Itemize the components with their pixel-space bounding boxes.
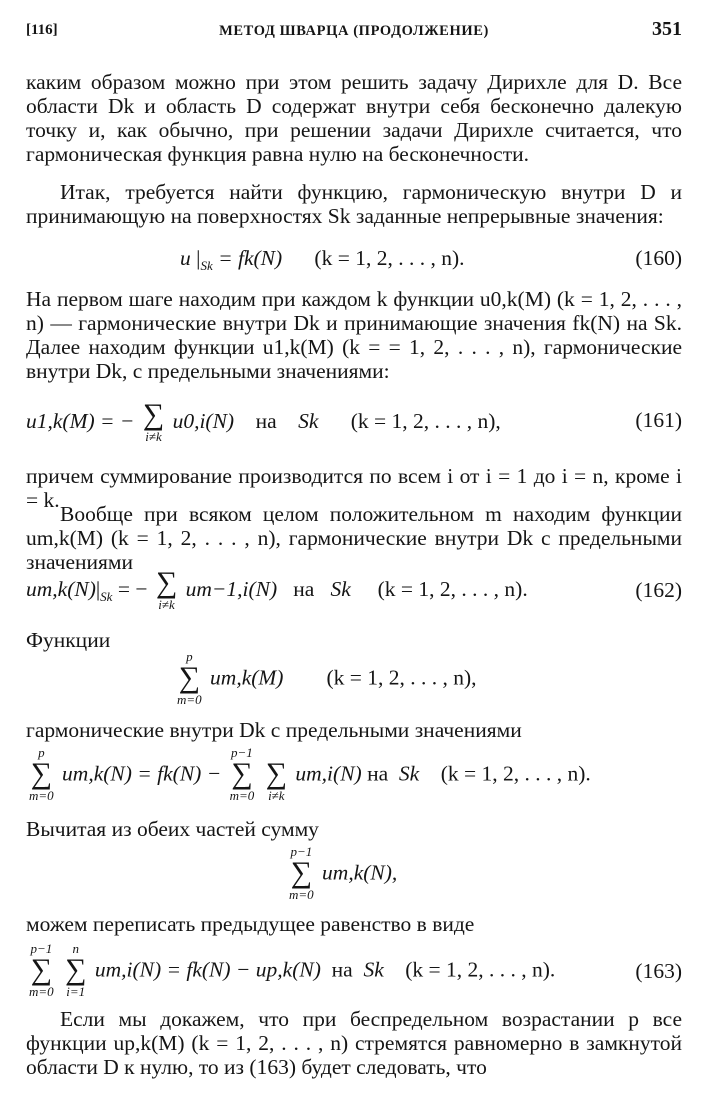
section-number: [116] — [26, 22, 58, 38]
paragraph-9: Если мы докажем, что при беспредельном возрастании p все функции up,k(M) (k = 1, 2, . . . , n) стремятся равномерно в замкнутой области D к нулю, то из (163) будет следовать, что — [26, 1007, 682, 1079]
running-title: МЕТОД ШВАРЦА (ПРОДОЛЖЕНИЕ) — [219, 23, 489, 39]
label-functions: Функции — [26, 628, 111, 652]
paragraph-7: Вычитая из обеих частей сумму — [26, 817, 319, 841]
equation-number-163: (163) — [635, 959, 682, 983]
equation-subtracted-sum: p−1 ∑ m=0 um,k(N), — [289, 844, 398, 902]
paragraph-8: можем переписать предыдущее равенство в виде — [26, 912, 475, 936]
equation-161: u1,k(M) = − ∑ i≠k u0,i(N) на Sk (k = 1, 2, . . . , n), — [26, 398, 501, 444]
running-header — [26, 18, 682, 44]
equation-163: p−1 ∑ m=0 n ∑ i=1 um,i(N) = fk(N) − up,k(N) на Sk (k = 1, 2, . . . , n). — [29, 941, 556, 999]
paragraph-3: На первом шаге находим при каждом k функции u0,k(M) (k = 1, 2, . . . , n) — гармонические внутри Dk и принимающие значения fk(N) на Sk. Далее находим функции u1,k(M) (k = = 1, 2, . . . , n), гармонические внутри Dk, с предельными значениями: — [26, 287, 682, 383]
paragraph-6: гармонические внутри Dk с предельными значениями — [26, 718, 522, 742]
paragraph-5: Вообще при всяком целом положительном m находим функции um,k(M) (k = 1, 2, . . . , n), гармонические внутри Dk с предельными значениями — [26, 502, 682, 574]
equation-160: u $|_{Sk} = fk(N)$ (k = 1, 2, . . . , n). — [180, 246, 465, 273]
paragraph-1: каким образом можно при этом решить задачу Дирихле для D. Все области Dk и область D содержат внутри себя бесконечно далекую точку и, как обычно, при решении задачи Дирихле считается, что гармоническая функция равна нулю на бесконечности. — [26, 70, 682, 166]
equation-number-162: (162) — [635, 578, 682, 602]
equation-long: p ∑ m=0 um,k(N) = fk(N) − p−1 ∑ m=0 ∑ i≠k um,i(N) на Sk (k = 1, 2, . . . , n). — [29, 745, 591, 803]
page-number: 351 — [652, 18, 682, 40]
equation-sum-p: p ∑ m=0 um,k(M) (k = 1, 2, . . . , n), — [177, 649, 477, 707]
equation-162: $um,k(N)|_{Sk}$ = − ∑ i≠k um−1,i(N) на Sk (k = 1, 2, . . . , n). — [26, 566, 528, 612]
equation-number-160: (160) — [635, 246, 682, 270]
paragraph-2: Итак, требуется найти функцию, гармоническую внутри D и принимающую на поверхностях Sk заданные непрерывные значения: — [26, 180, 682, 228]
paragraph-4: причем суммирование производится по всем i от i = 1 до i = n, кроме i = k. — [26, 464, 682, 512]
equation-number-161: (161) — [635, 408, 682, 432]
